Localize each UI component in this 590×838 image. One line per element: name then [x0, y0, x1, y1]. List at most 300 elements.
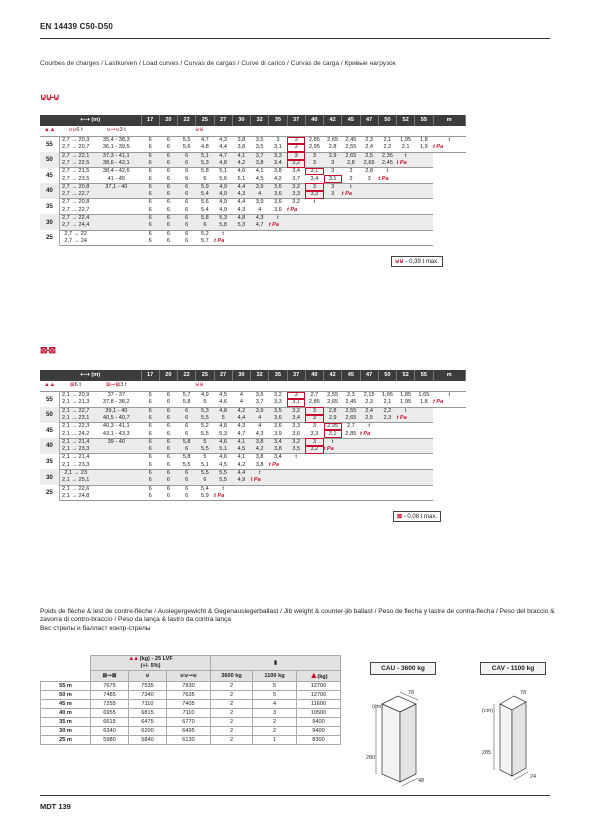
reach-range-cell: 2,1 → 23,3 — [59, 462, 91, 470]
cav-block-drawing — [470, 690, 560, 790]
ballast-row — [41, 736, 341, 745]
reach-range-cell: 2,1 → 22,3 — [59, 423, 91, 431]
load-cell: 6 — [159, 438, 177, 446]
load-cell: 6 — [196, 477, 214, 485]
table-row — [40, 462, 466, 470]
load-cell — [415, 446, 433, 454]
load-cell: 6 — [159, 160, 177, 168]
section-subtitle: Courbes de charges / Lastkurven / Load curves / Curvas de cargas / Curve di carico / Curvas de carga / Кривые нагрузок — [40, 60, 396, 67]
trolley-icon-b: ⊍ — [129, 671, 167, 682]
table-row — [40, 160, 466, 168]
load-cell — [378, 493, 396, 501]
load-cell: 2,7 — [305, 392, 323, 400]
load-cell: 5,2 — [196, 230, 214, 238]
load-cell: 5,5 — [196, 469, 214, 477]
load-cell: 5 — [214, 415, 232, 423]
table-row — [40, 238, 466, 246]
load-cell: 4,7 — [232, 430, 250, 438]
load-cell: 6 — [141, 230, 159, 238]
ballast-value: 2 — [253, 718, 297, 727]
load-cell: 3 — [269, 137, 287, 145]
load-cell: 4,9 — [196, 392, 214, 400]
load-cell: t Pa — [397, 415, 415, 423]
ballast-value: 12700 — [297, 682, 341, 691]
ballast-value: 11600 — [297, 700, 341, 709]
load-cell: 6 — [178, 168, 196, 176]
load-cell: 4,6 — [214, 438, 232, 446]
table-row — [40, 446, 466, 454]
load-cell: 3 — [305, 160, 323, 168]
reach-range-cell: 2,7 → 20,3 — [59, 137, 91, 145]
load-cell: 3,4 — [269, 438, 287, 446]
jib-length-cell: 40 — [40, 438, 59, 454]
reach-range-cell: 2,7 → 22,7 — [59, 207, 91, 215]
load-cell — [342, 238, 360, 246]
load-cell: 1,85 — [397, 392, 415, 400]
jib-icon: ▲▲ — [40, 381, 59, 392]
load-cell — [415, 469, 433, 477]
load-cell: t — [397, 407, 415, 415]
load-cell — [415, 152, 433, 160]
load-cell: 4 — [251, 415, 269, 423]
load-cell: 4,1 — [251, 168, 269, 176]
load-cell: 3,1 — [324, 175, 342, 183]
reach-max-cell — [92, 454, 141, 462]
load-cell: 6 — [159, 430, 177, 438]
load-cell — [251, 493, 269, 501]
jib-length-col: 42 — [324, 370, 342, 381]
load-cell — [342, 469, 360, 477]
jib-length-col: 42 — [324, 115, 342, 126]
load-cell — [378, 469, 396, 477]
jib-length-col: 47 — [360, 115, 378, 126]
load-cell: 2,3 — [360, 399, 378, 407]
load-cell: 3,2 — [287, 407, 305, 415]
reach-max-cell: 36,1 - 39,5 — [92, 144, 141, 152]
load-cell — [360, 238, 378, 246]
load-cell: 5,3 — [214, 430, 232, 438]
load-cell — [324, 454, 342, 462]
ballast-value: 6340 — [91, 727, 129, 736]
load-cell — [360, 191, 378, 199]
reach-max-cell: 43,1 - 43,3 — [92, 430, 141, 438]
reach-range-cell: 2,1 → 24,8 — [59, 493, 91, 501]
load-cell — [287, 493, 305, 501]
reach-max-cell — [92, 191, 141, 199]
load-cell: 2,65 — [360, 160, 378, 168]
jib-length-col: 50 — [378, 115, 396, 126]
load-cell: 4,8 — [196, 144, 214, 152]
load-curve-table-2-falls — [40, 370, 466, 501]
load-cell: 3 — [360, 175, 378, 183]
load-cell: 5,5 — [196, 415, 214, 423]
load-cell: 1,95 — [397, 137, 415, 145]
ballast-value: 6815 — [129, 709, 167, 718]
load-cell: 5,5 — [196, 430, 214, 438]
load-cell: 5,3 — [232, 222, 250, 230]
col-total: ▲(kg) — [297, 671, 341, 682]
table-row — [40, 415, 466, 423]
load-cell: 5,8 — [196, 168, 214, 176]
load-cell: 5,1 — [214, 446, 232, 454]
load-cell: 6 — [159, 462, 177, 470]
table-row — [40, 407, 466, 415]
load-cell: 6 — [159, 477, 177, 485]
load-cell: 6 — [141, 214, 159, 222]
load-cell: 6 — [178, 430, 196, 438]
load-cell — [415, 214, 433, 222]
load-cell: 5,9 — [196, 183, 214, 191]
table-row — [40, 438, 466, 446]
load-cell: 2,55 — [342, 407, 360, 415]
table-row — [40, 137, 466, 145]
trolley-icon-a: ⊠⊸⊠ — [91, 671, 129, 682]
jib-length-col: 35 — [269, 115, 287, 126]
load-cell — [324, 469, 342, 477]
jib-length-col: 22 — [178, 115, 196, 126]
load-cell — [342, 230, 360, 238]
load-cell: t Pa — [378, 175, 396, 183]
load-cell: 2,3 — [378, 415, 396, 423]
load-cell: 2,5 — [360, 152, 378, 160]
load-cell: t — [433, 137, 466, 145]
load-cell: 6 — [159, 485, 177, 493]
ballast-row — [41, 700, 341, 709]
ballast-value: 2 — [211, 682, 253, 691]
cap-b: ⊠⊸⊠3 t — [92, 381, 141, 392]
cap-a: ⊍⊍6 t — [59, 126, 91, 137]
ballast-row — [41, 727, 341, 736]
load-cell: 6 — [141, 175, 159, 183]
load-cell: 3 — [287, 392, 305, 400]
load-cell: 5,6 — [196, 199, 214, 207]
load-cell: 4,9 — [214, 207, 232, 215]
load-cell — [360, 222, 378, 230]
table-row — [40, 207, 466, 215]
load-cell: 3,4 — [269, 160, 287, 168]
load-cell: 4,8 — [214, 160, 232, 168]
reach-max-cell: 39 - 40 — [92, 438, 141, 446]
load-cell: t Pa — [397, 160, 415, 168]
load-cell: 6 — [159, 238, 177, 246]
ballast-row — [41, 709, 341, 718]
reach-max-cell: 37,3 - 41,1 — [92, 152, 141, 160]
table-row — [40, 175, 466, 183]
load-cell: 6 — [141, 485, 159, 493]
ballast-value: 2 — [211, 727, 253, 736]
jib-length-col: 52 — [397, 115, 415, 126]
load-cell — [305, 462, 323, 470]
load-cell: t Pa — [324, 446, 342, 454]
load-cell — [415, 415, 433, 423]
reach-range-cell: 2,1 → 20,9 — [59, 392, 91, 400]
load-cell — [378, 199, 396, 207]
load-cell — [415, 183, 433, 191]
load-cell — [415, 493, 433, 501]
reach-range-cell: 2,1 → 21,3 — [59, 399, 91, 407]
load-cell: 6 — [141, 477, 159, 485]
load-cell — [378, 454, 396, 462]
load-cell: 4 — [251, 207, 269, 215]
load-cell: 6 — [178, 469, 196, 477]
load-cell: 3,3 — [287, 191, 305, 199]
load-cell: 3,6 — [269, 199, 287, 207]
capacity-header-row: ▲▲ ⊍⊍6 t ⊍⊸⊍3 t ⊍⊍ — [40, 126, 466, 137]
ballast-value: 9400 — [297, 718, 341, 727]
load-cell: 5,5 — [178, 462, 196, 470]
load-cell: 2,55 — [324, 392, 342, 400]
load-cell: 6 — [178, 407, 196, 415]
load-cell — [360, 477, 378, 485]
load-cell — [287, 462, 305, 470]
ballast-value: 7255 — [91, 700, 129, 709]
ballast-jib-length: 50 m — [41, 691, 91, 700]
load-cell: 6 — [159, 144, 177, 152]
load-cell: 4,2 — [269, 175, 287, 183]
ballast-value: 2 — [211, 700, 253, 709]
counterweight-icon: ▮ — [211, 656, 341, 671]
load-cell: 3 — [305, 407, 323, 415]
load-cell: 5,3 — [196, 160, 214, 168]
load-cell: t — [214, 230, 232, 238]
load-cell: 2,8 — [360, 168, 378, 176]
load-cell: 1,95 — [397, 399, 415, 407]
load-cell — [324, 493, 342, 501]
load-cell: 2,3 — [360, 137, 378, 145]
load-cell: 5,8 — [178, 399, 196, 407]
table-row — [40, 399, 466, 407]
reach-range-cell: 2,7 → 21,5 — [59, 168, 91, 176]
load-cell — [397, 175, 415, 183]
load-cell — [360, 485, 378, 493]
load-cell: 4,4 — [232, 183, 250, 191]
load-cell: 6 — [196, 175, 214, 183]
load-cell: t — [287, 454, 305, 462]
load-cell: 6 — [141, 469, 159, 477]
load-cell: 3 — [342, 168, 360, 176]
load-cell: 6 — [159, 399, 177, 407]
load-cell — [305, 454, 323, 462]
reach-max-cell: 37,1 - 40 — [92, 183, 141, 191]
load-cell: 2,9 — [324, 415, 342, 423]
load-cell — [415, 462, 433, 470]
ballast-jib-length: 25 m — [41, 736, 91, 745]
load-cell — [378, 462, 396, 470]
load-cell — [415, 168, 433, 176]
reach-max-cell — [92, 485, 141, 493]
load-cell — [378, 183, 396, 191]
ballast-value: 5 — [253, 682, 297, 691]
load-cell: 6 — [159, 407, 177, 415]
jib-length-cell: 30 — [40, 469, 59, 485]
ballast-jib-length: 35 m — [41, 718, 91, 727]
load-cell: 6 — [178, 191, 196, 199]
load-cell: 4,2 — [232, 407, 250, 415]
load-cell: 4,4 — [232, 415, 250, 423]
jib-length-col: 50 — [378, 370, 396, 381]
load-cell: 6 — [196, 222, 214, 230]
ballast-value: 2 — [211, 709, 253, 718]
load-cell — [415, 430, 433, 438]
load-cell: 5,9 — [196, 493, 214, 501]
load-cell — [269, 493, 287, 501]
load-cell: 6 — [178, 485, 196, 493]
jib-length-col: 25 — [196, 370, 214, 381]
ballast-value: 12700 — [297, 691, 341, 700]
reach-max-cell — [92, 222, 141, 230]
load-cell: 4,9 — [214, 183, 232, 191]
load-cell — [378, 230, 396, 238]
load-curve-table-4-falls — [40, 115, 466, 246]
reach-unit: (m) — [91, 371, 101, 378]
load-cell — [269, 485, 287, 493]
load-cell: 2,2 — [378, 407, 396, 415]
load-cell: 6 — [178, 230, 196, 238]
cav-label: CAV - 1100 kg — [480, 662, 546, 675]
ballast-value: 6770 — [167, 718, 211, 727]
load-cell: 3,8 — [251, 438, 269, 446]
reach-range-cell: 2,1 → 25,1 — [59, 477, 91, 485]
load-cell — [305, 214, 323, 222]
reach-range-cell: 2,7 → 22,5 — [59, 160, 91, 168]
ballast-value: 8300 — [297, 736, 341, 745]
ballast-value: 6475 — [129, 718, 167, 727]
load-cell: 2,65 — [324, 399, 342, 407]
jib-length-col: m — [433, 115, 466, 126]
load-cell: 3,5 — [251, 144, 269, 152]
load-cell — [305, 222, 323, 230]
load-cell: 3 — [305, 423, 323, 431]
ballast-jib-length: 30 m — [41, 727, 91, 736]
ballast-value: 5840 — [129, 736, 167, 745]
table-row — [40, 477, 466, 485]
ballast-section-title: Poids de flèche & lest de contre-flèche / Auslegergewicht & Gegenauslegerballast / Jib weight & counter-jib ballast / Peso de flecha y lastre de contra-flecha / Peso del braccio & zavorra di contro-braccio / Peso da lança & lastro da contra lança Вес стрелы и балласт контр-стрелы — [40, 608, 555, 632]
load-cell — [287, 469, 305, 477]
load-cell — [397, 438, 415, 446]
load-cell: 3,1 — [287, 399, 305, 407]
load-cell: 5,1 — [196, 152, 214, 160]
load-cell: 2,2 — [378, 144, 396, 152]
load-cell: 6 — [159, 222, 177, 230]
load-cell — [342, 207, 360, 215]
load-cell: t Pa — [269, 222, 287, 230]
load-cell: 5,3 — [196, 407, 214, 415]
load-cell — [397, 207, 415, 215]
load-cell: 3,7 — [251, 399, 269, 407]
cav-dim-width: 78 — [520, 690, 527, 696]
ballast-jib-length: 45 m — [41, 700, 91, 709]
load-cell: 6 — [141, 207, 159, 215]
load-cell: 4,6 — [232, 168, 250, 176]
load-cell: 6 — [159, 168, 177, 176]
load-cell — [232, 230, 250, 238]
load-cell — [305, 207, 323, 215]
load-cell: 2,7 — [342, 423, 360, 431]
load-cell — [360, 230, 378, 238]
reach-header: ⇠⇢ (m) — [40, 370, 141, 381]
load-cell: 3 — [305, 438, 323, 446]
load-cell — [378, 214, 396, 222]
ballast-value: 7830 — [167, 682, 211, 691]
load-cell: 6 — [141, 168, 159, 176]
jib-icon: ▲▲ — [40, 126, 59, 137]
load-cell: 4,3 — [251, 430, 269, 438]
reach-max-cell — [92, 493, 141, 501]
load-cell — [378, 430, 396, 438]
reach-max-cell — [92, 199, 141, 207]
load-cell — [305, 485, 323, 493]
load-cell: 6 — [141, 152, 159, 160]
capacity-header-row: ▲▲ ⊠6 t ⊠⊸⊠3 t ⊍⊍ — [40, 381, 466, 392]
load-cell: 6 — [159, 392, 177, 400]
load-cell: 2,1 — [397, 144, 415, 152]
load-cell: 5,4 — [196, 485, 214, 493]
reach-range-cell: 2,7 → 24,4 — [59, 222, 91, 230]
load-cell — [360, 207, 378, 215]
load-cell: 4 — [251, 423, 269, 431]
load-cell: 3 — [324, 160, 342, 168]
reach-max-cell — [92, 462, 141, 470]
load-cell: 3,3 — [305, 430, 323, 438]
reach-range-cell: 2,7 → 22,4 — [59, 214, 91, 222]
load-cell — [397, 238, 415, 246]
load-cell: 6 — [141, 407, 159, 415]
load-cell: 6 — [159, 191, 177, 199]
load-cell: t Pa — [433, 144, 466, 152]
load-cell: 5,5 — [196, 446, 214, 454]
load-cell: 2,45 — [342, 399, 360, 407]
table-row — [40, 152, 466, 160]
load-cell: 6 — [159, 230, 177, 238]
load-cell: 4,9 — [214, 199, 232, 207]
load-cell: 3,9 — [251, 183, 269, 191]
ballast-value: 7535 — [129, 682, 167, 691]
load-cell: 3,6 — [269, 183, 287, 191]
load-cell: 4,5 — [251, 175, 269, 183]
load-cell — [324, 238, 342, 246]
reach-max-cell — [92, 230, 141, 238]
table-row — [40, 469, 466, 477]
load-cell — [305, 469, 323, 477]
load-cell — [342, 222, 360, 230]
load-cell — [378, 477, 396, 485]
ballast-value: 6955 — [91, 709, 129, 718]
load-cell: 4,6 — [214, 454, 232, 462]
jib-length-cell: 30 — [40, 214, 59, 230]
load-cell — [415, 160, 433, 168]
jib-length-col: 17 — [141, 115, 159, 126]
load-cell: 6 — [159, 423, 177, 431]
reach-range-cell: 2,1 → 24,2 — [59, 430, 91, 438]
load-cell: 3 — [324, 191, 342, 199]
ballast-jib-length: 40 m — [41, 709, 91, 718]
load-cell: 2,45 — [342, 137, 360, 145]
load-cell: 3,9 — [251, 199, 269, 207]
ballast-value: 2 — [211, 691, 253, 700]
load-cell: 3,3 — [269, 399, 287, 407]
header-rule — [40, 38, 550, 39]
load-cell: 3,2 — [287, 160, 305, 168]
load-cell: 4,6 — [214, 399, 232, 407]
table-row — [40, 230, 466, 238]
load-cell: 3,8 — [232, 137, 250, 145]
load-cell: 4,5 — [232, 446, 250, 454]
load-cell: 5 — [196, 399, 214, 407]
ballast-value: 10500 — [297, 709, 341, 718]
load-cell — [415, 222, 433, 230]
load-cell — [324, 462, 342, 470]
load-cell: 6 — [141, 238, 159, 246]
